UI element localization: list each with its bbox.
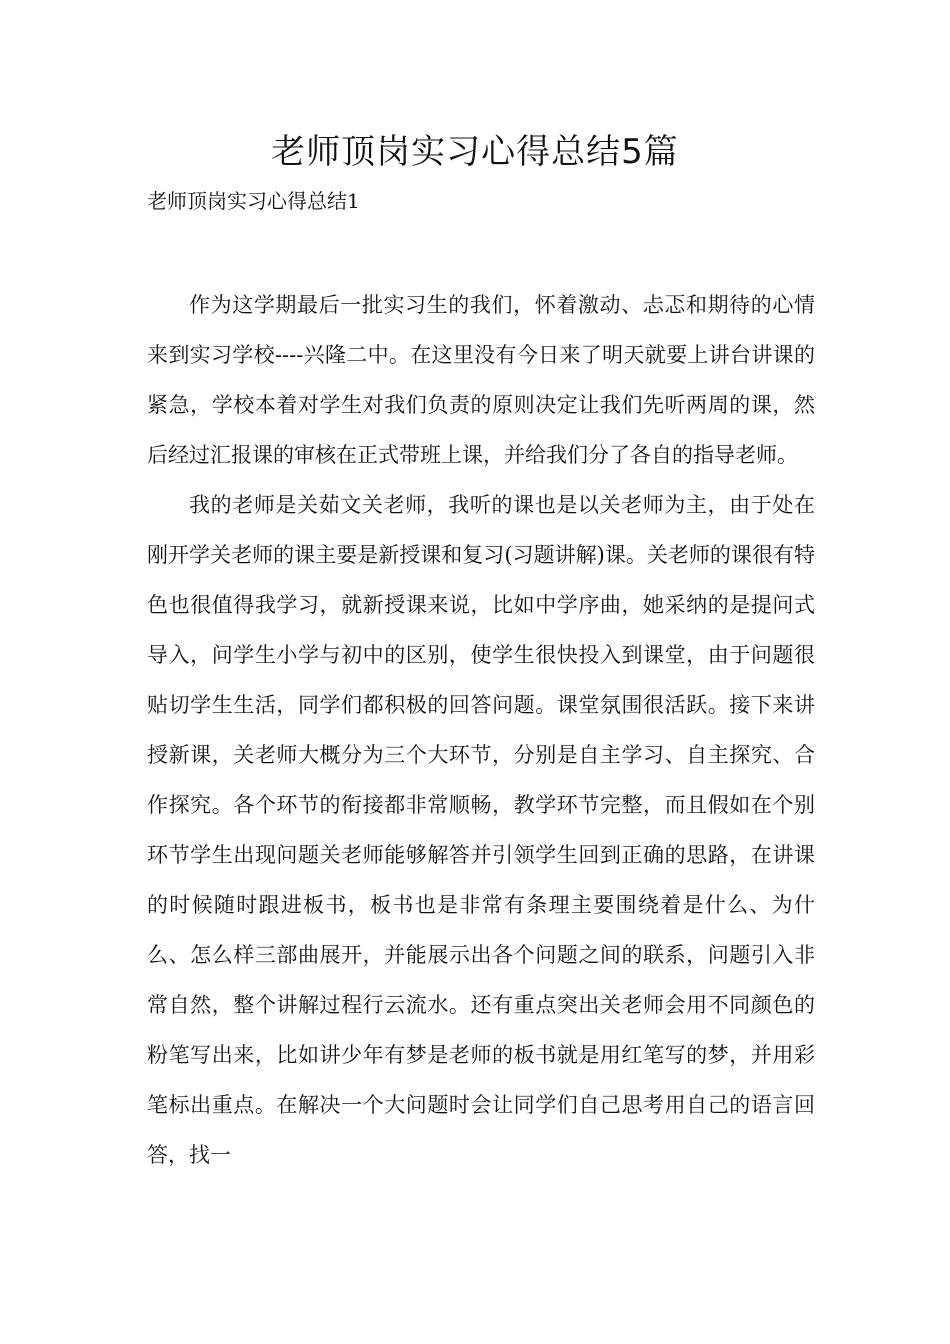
paragraph: 我的老师是关茹文关老师，我听的课也是以关老师为主，由于处在刚开学关老师的课主要是新授课和复习(习题讲解)课。关老师的课很有特色也很值得我学习，就新授课来说，比如中学序曲，她采纳的是提问式导入，问学生小学与初中的区别，使学生很快投入到课堂，由于问题很贴切学生生活，同学们都积极的回答问题。课堂氛围很活跃。接下来讲授新课，关老师大概分为三个大环节，分别是自主学习、自主探究、合作探究。各个环节的衔接都非常顺畅，教学环节完整，而且假如在个别环节学生出现问题关老师能够解答并引领学生回到正确的思路，在讲课的时候随时跟进板书，板书也是非常有条理主要围绕着是什么、为什么、怎么样三部曲展开，并能展示出各个问题之间的联系，问题引入非常自然，整个讲解过程行云流水。还有重点突出关老师会用不同颜色的粉笔写出来，比如讲少年有梦是老师的板书就是用红笔写的梦，并用彩笔标出重点。在解决一个大问题时会让同学们自己思考用自己的语言回答，找一 [147, 493, 815, 1167]
document-body [147, 280, 815, 1180]
paragraph: 作为这学期最后一批实习生的我们，怀着激动、忐忑和期待的心情来到实习学校----兴隆二中。在这里没有今日来了明天就要上讲台讲课的紧急，学校本着对学生对我们负责的原则决定让我们先听两周的课，然后经过汇报课的审核在正式带班上课，并给我们分了各自的指导老师。 [147, 293, 815, 467]
section-heading: 老师顶岗实习心得总结1 [147, 189, 360, 213]
document-title: 老师顶岗实习心得总结5篇 [271, 132, 679, 172]
